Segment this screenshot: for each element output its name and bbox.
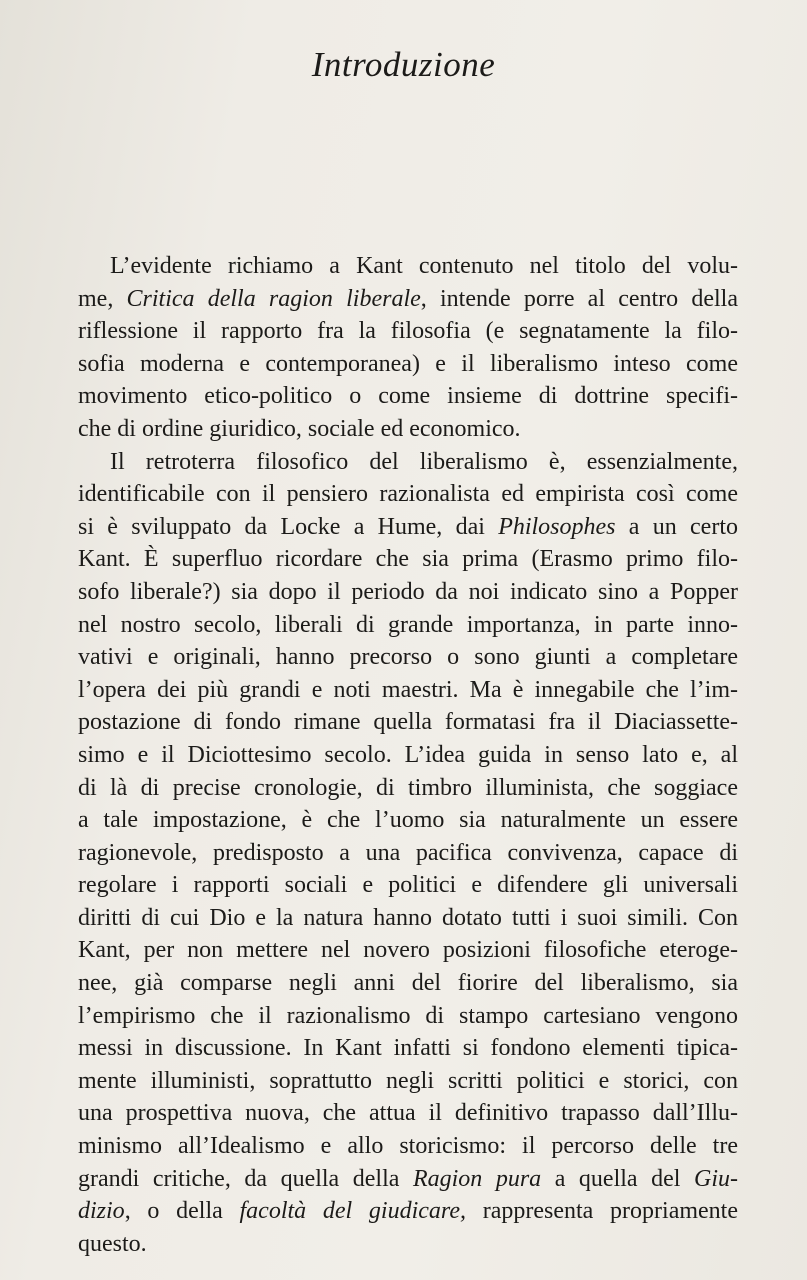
text-run: di là di precise cronologie, di timbro illuminista, che soggiace <box>78 774 738 801</box>
text-run: regolare i rapporti sociali e politici e difendere gli universali <box>78 872 738 899</box>
text-run: , intende porre al centro della <box>420 285 739 312</box>
italic-text: Critica della ragion liberale <box>126 285 421 312</box>
italic-text: Philosophes <box>498 513 616 540</box>
italic-text: dizio <box>78 1198 125 1225</box>
text-run: a quella del <box>541 1165 694 1192</box>
text-run: vativi e originali, hanno precorso o sono giunti a completare <box>78 644 738 671</box>
text-run: Kant. È superfluo ricordare che sia prima (Erasmo primo filo- <box>78 546 738 573</box>
text-line <box>78 609 738 642</box>
text-line <box>78 576 738 609</box>
text-line <box>78 934 738 967</box>
text-run: messi in discussione. In Kant infatti si fondono elementi tipica- <box>78 1035 738 1062</box>
text-line <box>78 739 738 772</box>
text-line <box>78 283 738 316</box>
page-title: Introduzione <box>311 45 496 84</box>
text-line <box>78 837 738 870</box>
italic-text: Ragion pura <box>412 1165 542 1192</box>
text-line <box>78 902 738 935</box>
italic-text: facoltà del giudicare, <box>239 1198 467 1225</box>
text-line <box>78 511 738 544</box>
text-line <box>78 869 738 902</box>
text-run: nel nostro secolo, liberali di grande importanza, in parte inno- <box>78 611 738 638</box>
text-line <box>78 1065 738 1098</box>
text-run: minismo all’Idealismo e allo storicismo: il percorso delle tre <box>78 1133 738 1160</box>
paragraph-2 <box>78 446 738 1261</box>
text-run: l’empirismo che il razionalismo di stampo cartesiano vengono <box>78 1002 738 1029</box>
italic-text: Giu- <box>694 1165 738 1192</box>
text-run: che di ordine giuridico, sociale ed economico. <box>78 415 521 442</box>
text-run: movimento etico-politico o come insieme di dottrine specifi- <box>78 383 738 410</box>
text-run: una prospettiva nuova, che attua il definitivo trapasso dall’Illu- <box>78 1100 738 1127</box>
text-run: rappresenta propriamente <box>466 1198 739 1225</box>
text-run: questo. <box>78 1230 147 1257</box>
text-run: mente illuministi, soprattutto negli scritti politici e storici, con <box>78 1067 738 1094</box>
text-line <box>78 1163 738 1196</box>
text-run: Il retroterra filosofico del liberalismo è, essenzialmente, <box>110 448 738 475</box>
text-line <box>78 804 738 837</box>
text-line <box>78 1228 738 1261</box>
text-run: grandi critiche, da quella della <box>78 1165 413 1192</box>
text-line <box>78 315 738 348</box>
text-line <box>78 1000 738 1033</box>
text-run: Kant, per non mettere nel novero posizioni filosofiche eteroge- <box>78 937 738 964</box>
text-line <box>78 446 738 479</box>
text-run: diritti di cui Dio e la natura hanno dotato tutti i suoi simili. Con <box>78 904 738 931</box>
text-line <box>78 967 738 1000</box>
text-run: nee, già comparse negli anni del fiorire del liberalismo, sia <box>78 970 738 997</box>
text-line <box>78 706 738 739</box>
text-line <box>78 380 738 413</box>
text-run: sofia moderna e contemporanea) e il liberalismo inteso come <box>78 350 738 377</box>
text-run: , o della <box>124 1198 240 1225</box>
text-run: riflessione il rapporto fra la filosofia (e segnatamente la filo- <box>78 318 738 345</box>
text-run: a un certo <box>615 513 738 540</box>
text-line <box>78 772 738 805</box>
text-run: me, <box>78 285 127 312</box>
text-line <box>78 1032 738 1065</box>
text-run: ragionevole, predisposto a una pacifica convivenza, capace di <box>78 839 738 866</box>
text-run: sofo liberale?) sia dopo il periodo da noi indicato sino a Popper <box>78 578 738 605</box>
text-run: l’opera dei più grandi e noti maestri. Ma è innegabile che l’im- <box>78 676 738 703</box>
text-line <box>78 641 738 674</box>
text-run: L’evidente richiamo a Kant contenuto nel titolo del volu- <box>110 253 738 279</box>
text-run: simo e il Diciottesimo secolo. L’idea guida in senso lato e, al <box>78 741 738 768</box>
text-line <box>78 478 738 511</box>
body-text <box>78 250 738 1260</box>
text-line <box>78 1097 738 1130</box>
text-line <box>78 674 738 707</box>
text-line <box>78 543 738 576</box>
text-line <box>78 413 738 446</box>
text-run: a tale impostazione, è che l’uomo sia naturalmente un essere <box>78 807 738 834</box>
text-line <box>78 250 738 283</box>
paragraph-1 <box>78 250 738 446</box>
text-line <box>78 348 738 381</box>
text-line <box>78 1195 738 1228</box>
text-line <box>78 1130 738 1163</box>
text-run: identificabile con il pensiero razionalista ed empirista così come <box>78 481 738 508</box>
text-run: si è sviluppato da Locke a Hume, dai <box>78 513 499 540</box>
text-run: postazione di fondo rimane quella formatasi fra il Diaciassette- <box>78 709 738 736</box>
